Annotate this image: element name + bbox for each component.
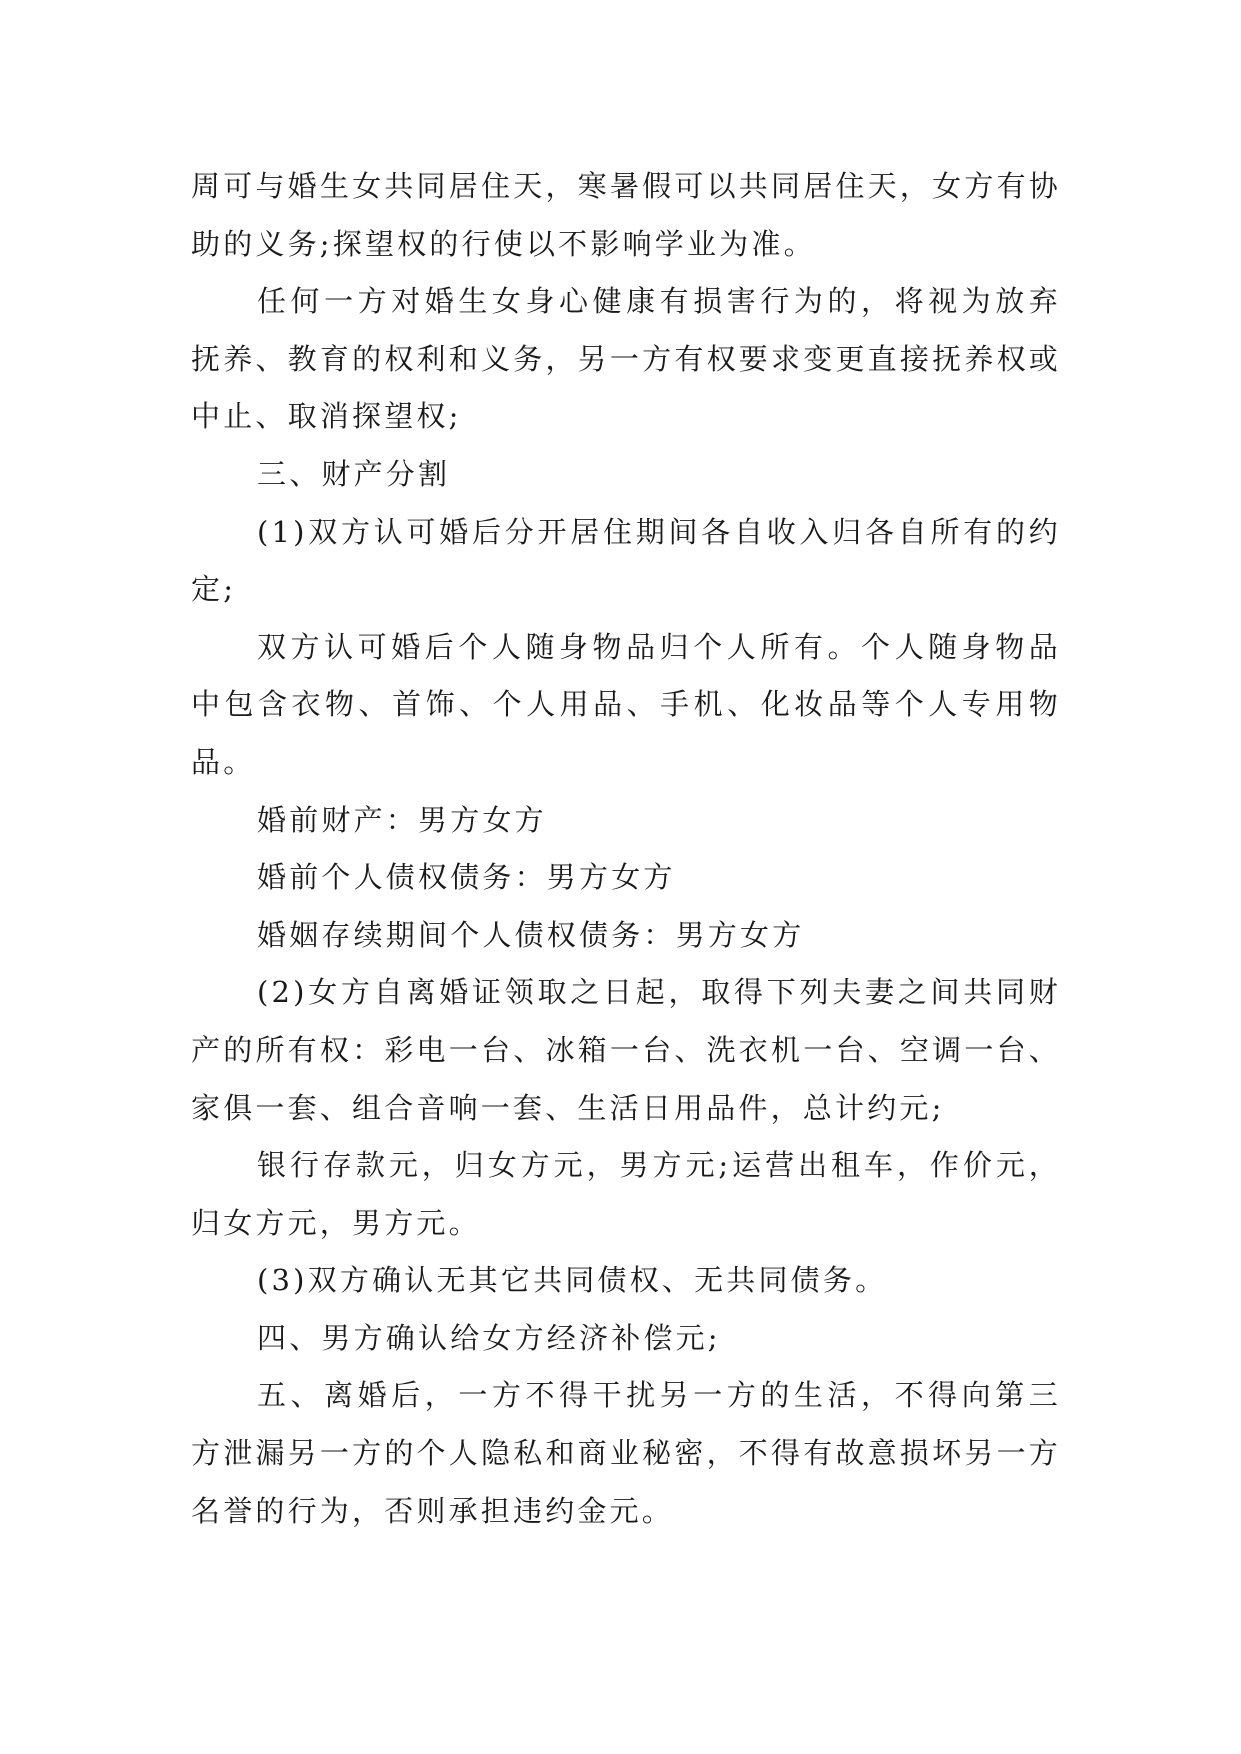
paragraph: 婚姻存续期间个人债权债务：男方女方 <box>257 917 805 952</box>
paragraph: 婚前个人债权债务：男方女方 <box>257 860 676 895</box>
paragraph: (3)双方确认无其它共同债权、无共同债务。 <box>257 1263 888 1298</box>
paragraph: 婚前财产：男方女方 <box>257 802 547 837</box>
section-heading: 四、男方确认给女方经济补偿元; <box>257 1320 721 1355</box>
document-body <box>191 158 1061 1540</box>
paragraph: (2)女方自离婚证领取之日起，取得下列夫妻之间共同财产的所有权：彩电一台、冰箱一台、洗衣机一台、空调一台、家俱一套、组合音响一套、生活日用品件，总计约元; <box>191 975 1061 1125</box>
paragraph: 周可与婚生女共同居住天，寒暑假可以共同居住天，女方有协助的义务;探望权的行使以不影响学业为准。 <box>191 169 1061 261</box>
section-heading: 五、离婚后，一方不得干扰另一方的生活，不得向第三方泄漏另一方的个人隐私和商业秘密，不得有故意损坏另一方名誉的行为，否则承担违约金元。 <box>191 1378 1061 1528</box>
paragraph: 任何一方对婚生女身心健康有损害行为的，将视为放弃抚养、教育的权利和义务，另一方有权要求变更直接抚养权或中止、取消探望权; <box>191 284 1061 434</box>
paragraph: 双方认可婚后个人随身物品归个人所有。个人随身物品中包含衣物、首饰、个人用品、手机、化妆品等个人专用物品。 <box>191 629 1061 779</box>
section-heading: 三、财产分割 <box>257 456 451 491</box>
paragraph: 银行存款元，归女方元，男方元;运营出租车，作价元，归女方元，男方元。 <box>191 1148 1061 1240</box>
paragraph: (1)双方认可婚后分开居住期间各自收入归各自所有的约定; <box>191 514 1061 607</box>
